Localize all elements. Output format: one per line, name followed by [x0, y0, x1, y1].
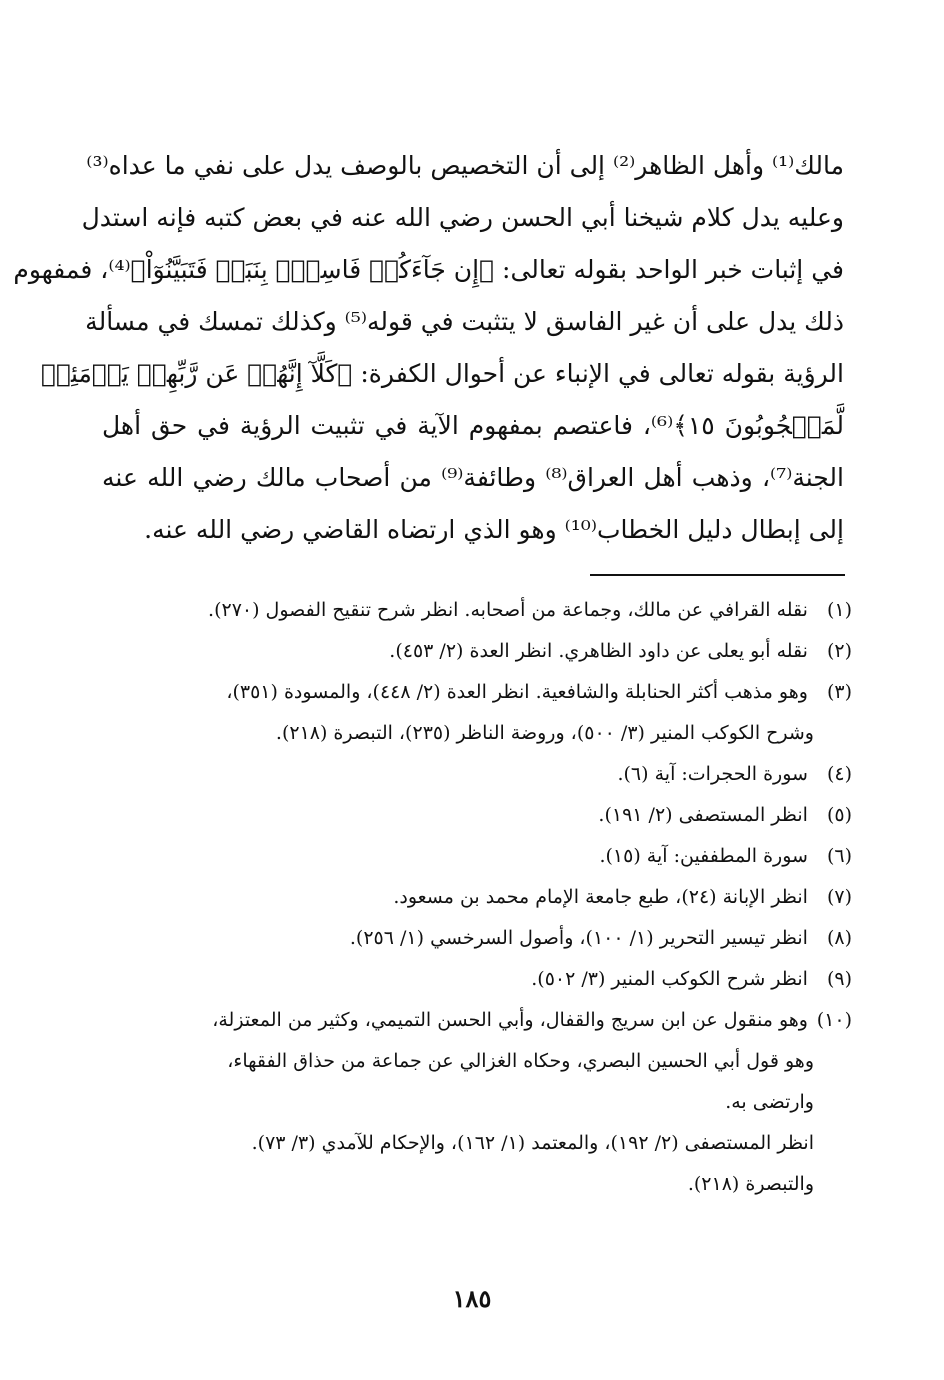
footnote-10-continuation-4: والتبصرة (٢١٨). [687, 1173, 814, 1195]
footnote-number: (٧) [826, 886, 852, 908]
footnote-2 [100, 631, 852, 672]
footnote-1 [100, 590, 852, 631]
footnote-number: (٥) [826, 804, 852, 826]
footnote-text: وهو مذهب أكثر الحنابلة والشافعية. انظر العدة (٢/ ٤٤٨)، والمسودة (٣٥١)، [226, 681, 808, 703]
main-line-3: في إثبات خبر الواحد بقوله تعالى: ﴿إِن جَآءَكُمۡ فَاسِقُۢ بِنَبَإٖ فَتَبَيَّنُوٓاْ﴾⁽⁴⁾، فمفهوم [13, 255, 844, 284]
main-line-5: الرؤية بقوله تعالى في الإنباء عن أحوال الكفرة: ﴿كَلَّآ إِنَّهُمۡ عَن رَّبِّهِمۡ يَوۡمَئِذٖ [40, 359, 844, 388]
footnote-text: انظر شرح الكوكب المنير (٣/ ٥٠٢). [531, 968, 808, 990]
footnote-9 [100, 959, 852, 1000]
footnote-number: (١٠) [816, 1009, 852, 1031]
footnote-number: (١) [826, 599, 852, 621]
footnote-text: انظر المستصفى (٢/ ١٩١). [598, 804, 808, 826]
footnote-10-continuation-1: وهو قول أبي الحسين البصري، وحكاه الغزالي عن جماعة من حذاق الفقهاء، [227, 1050, 814, 1072]
main-line-6: لَّمَحۡجُوبُونَ ١٥﴾⁽⁶⁾، فاعتصم بمفهوم الآية في تثبيت الرؤية في حق أهل [102, 411, 844, 440]
footnote-number: (٢) [826, 640, 852, 662]
main-line-4: ذلك يدل على أن غير الفاسق لا يتثبت في قوله⁽⁵⁾ وكذلك تمسك في مسألة [85, 307, 844, 336]
footnote-text: نقله القرافي عن مالك، وجماعة من أصحابه. انظر شرح تنقيح الفصول (٢٧٠). [208, 599, 808, 621]
footnote-text: نقله أبو يعلى عن داود الظاهري. انظر العدة (٢/ ٤٥٣). [389, 640, 808, 662]
footnote-7 [100, 877, 852, 918]
footnote-4 [100, 754, 852, 795]
footnote-3 [100, 672, 852, 713]
main-text-body [13, 140, 844, 556]
main-line-1: مالك⁽¹⁾ وأهل الظاهر⁽²⁾ إلى أن التخصيص بالوصف يدل على نفي ما عداه⁽³⁾ [86, 151, 844, 180]
footnotes-section [100, 590, 852, 1205]
footnote-3-continuation: وشرح الكوكب المنير (٣/ ٥٠٠)، وروضة الناظر (٢٣٥)، التبصرة (٢١٨). [275, 722, 814, 744]
footnote-number: (٤) [826, 763, 852, 785]
footnote-6 [100, 836, 852, 877]
footnote-10-continuation-3: انظر المستصفى (٢/ ١٩٢)، والمعتمد (١/ ١٦٢)، والإحكام للآمدي (٣/ ٧٣). [251, 1132, 814, 1154]
footnote-number: (٣) [826, 681, 852, 703]
footnote-10 [100, 1000, 852, 1041]
main-line-8: إلى إبطال دليل الخطاب⁽¹⁰⁾ وهو الذي ارتضاه القاضي رضي الله عنه. [144, 515, 844, 544]
footnote-number: (٦) [826, 845, 852, 867]
footnote-text: سورة المطففين: آية (١٥). [599, 845, 808, 867]
main-line-2: وعليه يدل كلام شيخنا أبي الحسن رضي الله عنه في بعض كتبه فإنه استدل [81, 203, 844, 232]
footnote-number: (٩) [826, 968, 852, 990]
footnote-number: (٨) [826, 927, 852, 949]
footnote-text: انظر تيسير التحرير (١/ ١٠٠)، وأصول السرخسي (١/ ٢٥٦). [349, 927, 808, 949]
main-line-7: الجنة⁽⁷⁾، وذهب أهل العراق⁽⁸⁾ وطائفة⁽⁹⁾ من أصحاب مالك رضي الله عنه [102, 463, 844, 492]
page-number: ١٨٥ [452, 1284, 492, 1313]
footnote-5 [100, 795, 852, 836]
footnote-text: انظر الإبانة (٢٤)، طبع جامعة الإمام محمد بن مسعود. [393, 886, 808, 908]
footnote-separator [590, 574, 845, 576]
footnote-text: وهو منقول عن ابن سريج والقفال، وأبي الحسن التميمي، وكثير من المعتزلة، [212, 1009, 808, 1031]
footnote-10-continuation-2: وارتضى به. [725, 1091, 814, 1113]
footnote-8 [100, 918, 852, 959]
footnote-text: سورة الحجرات: آية (٦). [617, 763, 808, 785]
